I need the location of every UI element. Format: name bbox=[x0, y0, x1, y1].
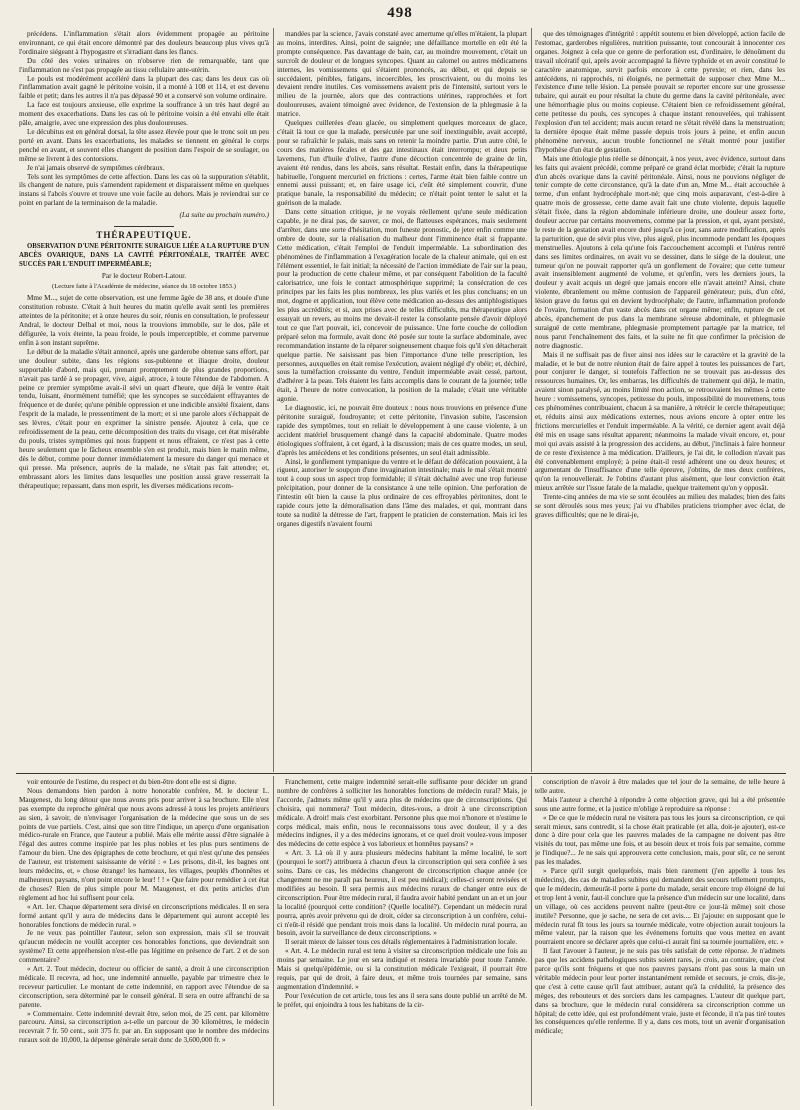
paragraph: Franchement, cette maigre indemnité serait-elle suffisante pour décider un grand nombre de confrères à solliciter les honorables fonctions de médecin rural? Mais, je l'accorde, j'admets même qu'il y aura plus de médecins que de circonscriptions. Qui choisira, qui nommera? Tout médecin, dites-vous, a droit à une circonscription médicale. A droit! mais c'est exorbitant. Personne plus que moi n'honore et n'estime le corps médical, mais enfin, nous le reconnaissons tous avec douleur, il y a des médecins indignes, il y a des médecins ignorans, et ce quel droit voulez-vous imposer des médecins de cette espèce à vos laborieux et honnêtes paysans? » bbox=[277, 778, 527, 849]
feuilleton-separator bbox=[16, 773, 786, 774]
column-divider bbox=[531, 28, 532, 772]
paragraph: » Commentaire. Cette indemnité devrait être, selon moi, de 25 cent. par kilomètre parcouru. Ainsi, sa circonscription a-t-elle un parcour de 30 kilomètres, le médecin recevrait 7 fr. 50 cent., soit 375 fr. par an. En supposant que le nombre des médecins ruraux soit de 10,000, la dépense générale serait donc de 3,600,000 fr. » bbox=[19, 1009, 269, 1045]
paragraph: Il serait mieux de laisser tous ces détails réglementaires à l'administration locale. bbox=[285, 938, 518, 947]
paragraph: Mais une étiologie plus réelle se dénonçait, à nos yeux, avec évidence, surtout dans les faits qui avaient précédé, comme préparé ce grand éclat morbide; c'était la rupture d'un abcès ovarique dans la cavité péritonéale. Ainsi, nous ne pouvions négliger de tenir compte de cette circonstance, qu'à la date d'un an, Mme M... était accouchée à terme, d'un enfant hydrocéphale mort-né; que cinq mois auparavant, c'est-à-dire à quatre mois de grossesse, cette dame avait fait une chute violente, depuis laquelle s'était fixée, dans la région abdominale inférieure droite, une douleur assez forte, douleur accrue par certains mouvemens, comme par la pression, et qui, ayant persisté, le reste de la gestation avait encore duré jusqu'à ce jour, sans autre modification, après la parturition, que de sévir plus vive, plus aiguë, plus incommode pendant les époques menstruelles. Ajoutons à cela qu'une fois l'accouchement accompli et l'utérus rentré dans ses limites ordinaires, on avait vu se dessiner, dans le siège de la douleur, une tumeur qu'on ne pouvait rapporter qu'à un gonflement de l'ovaire; que cette tumeur avait insensiblement augmenté de volume, et qu'enfin, vers les derniers jours, la douleur y avait acquis un degré que jamais encore elle n'avait atteint? Ainsi, chute violente, ébranlement ou même contusion de l'appareil générateur; puis, d'un côté, lésion grave du fœtus qui en devient hydrocéphale; de l'autre, inflammation profonde de l'ovaire, formation d'un vaste abcès dans cet organe même; enfin, rupture de cet abcès, épanchement de pus dans la membrane séreuse abdominale, et phlegmasie suraiguë de cette membrane, phlegmasie promptement partagée par la matrice, tel nous parut l'enchaînement des faits, et la suite ne fit que confirmer la précision de notre diagnostic. bbox=[535, 154, 785, 350]
article-text bbox=[19, 294, 269, 490]
column-divider bbox=[531, 776, 532, 1106]
feuilleton-text-1 bbox=[19, 778, 269, 1045]
col3-text bbox=[535, 30, 785, 520]
paragraph: Trente-cinq années de ma vie se sont écoulées au milieu des malades; bien des faits se sont déroulés sous mes yeux; j'ai vu d'habiles praticiens triompher avec éclat, de graves difficultés; que ne le dirai-je, bbox=[535, 493, 785, 519]
paragraph: Le début de la maladie s'était annoncé, après une garderobe obtenue sans effort, par une douleur subite, dans les régions sus-pubienne et iliaque droite, douleur supportable d'abord, mais qui, prenant promptement de plus grandes proportions, n'avait pas tardé à se propager, vive, aiguë, atroce, à toute l'étendue de l'abdomen. A peine ce premier symptôme avait-il sévi un quart d'heure, que déjà le ventre était tendu, luisant, énormément tuméfié; que les syncopes se succédaient effrayantes de fréquence et de durée; qu'une pénible oppression et une indicible anxiété fixaient, dans l'esprit de la malade, le pressentiment de la mort; et si une parole alors s'échappait de ses lèvres, c'était pour en exprimer la sinistre pensée. Ajoutez à cela, que ce refroidissement de la peau, cette décomposition des traits du visage, cet état misérable du pouls, tristes symptômes qui nous frappent et nous effraient, ce n'est pas à cette heure seulement que le fâcheux ensemble s'en est produit, mais bien le matin même, dès le début, comme pour donner immédiatement la mesure du danger qui menace et qui presse. Ma présence, auprès de la malade, ne s'était pas fait attendre; et, embrassant alors les limites dans lesquelles une position aussi grave resserrait la thérapeutique; repassant, dans mon esprit, les diverses médications recom- bbox=[19, 347, 269, 490]
paragraph: « Art. 3. Là où il y aura plusieurs médecins habitant la même localité, le sort (pourquoi le sort?) attribuera à chacun d'eux la circonscription qui sera confiée à ses soins. Dans ce cas, les médecins changeront de circonscription chaque année (ce changement ne me paraît pas heureux, il est peu médical); celles-ci seront revisées et modifiées au besoin. Il sera permis aux médecins ruraux de changer entre eux de circonscription. Pour être médecin rural, il faudra avoir habité pendant un an et un jour la localité (pourquoi cette condition? (Quelle localité?). Cependant un médecin rural pourra, après avoir prévenu qui de droit, céder sa circonscription à un confrère, celui-ci n'eût-il résidé que pendant trois mois dans la localité. Un médecin rural pourra, au besoin, avoir la surveillance de deux circonscriptions. » bbox=[277, 849, 527, 938]
paragraph: « Art. 2. Tout médecin, docteur ou officier de santé, a droit à une circonscription médicale. Il recevra, ad hoc, une indemnité annuelle, payable par trimestre chez le receveur particulier. Le montant de cette indemnité, en rapport avec l'étendue de sa circonscription, sera déterminé par le conseil général. Il sera en outre affranchi de sa patente. bbox=[19, 965, 269, 1009]
paragraph: mandées par la science, j'avais constaté avec amertume qu'elles m'étaient, la plupart au moins, interdites. Ainsi, point de saignée; une défaillance mortelle en eût été la prompte conséquence. Pas davantage de bain, car, au moindre mouvement, c'était un surcroît de douleur et de longues syncopes. Quant au calomel ou autres médicamens internes, les vomissemens qui s'étaient prononcés, au début, et qui depuis se succédaient, pénibles, fatigans, incoercibles, les proscrivaient, ou du moins les devaient rendre inutiles. Ces vomissemens avaient pris de l'intensité, surtout vers le milieu de la journée, alors que des contractions utérines, rapprochées et fort douloureuses, avaient témoigné avec évidence, de l'extension de la phlegmasie à la matrice. bbox=[277, 30, 527, 119]
column-divider bbox=[273, 776, 274, 1106]
paragraph: Nous demandons bien pardon à notre honorable confrère, M. le docteur L. Maugenest, du long détour que nous avons pris pour arriver à sa brochure. Elle n'est pas exempte du reproche général que nous avons adressé à tous les projets antérieurs au sien, à savoir, de n'envisager l'organisation de la médecine que sous un de ses points de vue partiels. C'est, ainsi que son titre l'indique, un aperçu d'une organisation médico-rurale en France, que l'auteur a publié. Mais elle mérite aussi d'être signalée à l'égal des autres comme inspirée par les plus nobles et les plus purs sentimens de l'amour du bien. Une des épigraphes de cette brochure, et qui n'est qu'une des pensées de l'auteur, est tristement saisissante de vérité : « Les prisons, dit-il, les bagnes ont leurs médecins, et, » chose étrange! les hameaux, les villages, peuplés d'honnêtes et malheureux paysans, n'ont point encore le leur! ! ! » Que faire pour remédier à cet état de choses? Rien de plus simple pour M. Maugenest, et dix petits articles d'un règlement ad hoc lui suffisent pour cela. bbox=[19, 786, 269, 902]
continued-notice: (La suite au prochain numéro.) bbox=[179, 211, 269, 220]
paragraph: que des témoignages d'intégrité : appétit soutenu et bien développé, action facile de l'estomac, garderobes régulières, nutrition puissante, tout concourait à innocenter ces organes. Joignez à cela que ce genre de perforation est, d'ordinaire, le dénoûment du travail ulcératif qui, après avoir accompagné la fièvre typhoïde et en avoir constitué le caractère anatomique, survit parfois encore à cette pyrexie; et rien, dans les antécédens, ni rapprochés, ni éloignés, ne permettait de supposer chez Mme M... l'existence d'une telle lésion. La pensée pouvait se reporter encore sur une grossesse tubaire, qui aurait eu pour résultat la chute du germe dans la cavité péritonéale, avec une hémorrhagie plus ou moins copieuse. C'étaient bien ce refroidissement général, cette petitesse du pouls, ces syncopes à chaque instant renouvelées, qui trahissent l'explosion d'un tel accident; mais aucun retard ne s'était révélé dans la menstruation; la dernière époque était même passée depuis trois jours à peine, et enfin aucun phénomène nerveux, aucun trouble fonctionnel ne s'était montré pour justifier l'hypothèse d'un état de gestation. bbox=[535, 30, 785, 154]
feuilleton-text-2 bbox=[277, 778, 527, 1010]
paragraph: Dans cette situation critique, je ne voyais réellement qu'une seule médication capable, je ne dirai pas, de sauver, ce moi, de flatteuses espérances, mais seulement d'arrêter, dans une sorte d'hésitation, mon funeste pronostic, de jeter enfin comme une ombre de doute, sur la réalisation du malheur dont l'imminence était si frappante. Cette médication, c'était l'emploi de l'enduit imperméable. La subordination des phénomènes de l'inflammation à l'exagération locale de la chaleur animale, qui en est l'élément essentiel, le fait initial; la nécessité de l'action immédiate de l'air sur la peau, pour la production de cette chaleur même, et par conséquent l'abolition de la faculté calorisatrice, une fois le contact atmosphérique supprimé; la consécration de ces principes par les faits les plus nombreux, les plus variés et les plus concluans; en un mot, dogme et application, tout élève cette médication au-dessus des antiphlogistiques les plus accrédités; et si, aux prises avec de telles difficultés, ma thérapeutique alors essuyait un revers, au moins me devait-il rester la consolante pensée d'avoir déployé tout ce que l'art pouvait, ici, concevoir de puissance. Une forte couche de collodion préparé selon ma formule, avait donc été posée sur toute la surface abdominale, avec recommandation instante de la réparer soigneusement chaque fois qu'il s'en détacherait quelque partie. Ne saisissant pas bien l'importance d'une telle prescription, les personnes, auxquelles en était remise l'exécution, avaient négligé d'y obéir; et, déchiré, sous la tuméfaction croissante du ventre, l'enduit imperméable avait cessé, partout, d'adhérer à la peau. Tels étaient les faits accomplis dans le courant de la journée; telle était, à l'heure de notre convocation, la position de la malade; c'était une véritable agonie. bbox=[277, 208, 527, 404]
feuilleton-column-2 bbox=[277, 778, 527, 1103]
article-title: OBSERVATION D'UNE PÉRITONITE SURAIGUE LIÉE A LA RUPTURE D'UN ABCÈS OVARIQUE, DANS LA CAVITÉ PÉRITONÉALE, TRAITÉE AVEC SUCCÈS PAR L'ENDUIT IMPERMÉABLE; bbox=[19, 242, 269, 268]
paragraph: » Parce qu'il surgit quelquefois, mais bien rarement (j'en appelle à tous les médecins), des cas de maladies subites qui demandent des secours tellement prompts, que le médecin, demeurât-il porte à porte du malade, serait encore trop éloigné de lui et trop lent à venir, faut-il conclure que la présence d'un médecin sur une localité, dans un village, où ces accidens peuvent naître (peut-être ce jour-là même) soit chose inutile? Personne, que je sache, ne sera de cet avis.... Et j'ajoute: en supposant que le médecin rural fît tous les jours sa tournée médicale, votre objection aurait toujours la même valeur, par la raison que les événemens fortuits que vous mettez en avant pourraient encore se déclarer après que celui-ci aurait fini sa tournée journalière, etc. » bbox=[535, 867, 785, 947]
paragraph: Tels sont les symptômes de cette affection. Dans les cas où la suppuration s'établit, ils changent de nature, puis s'amendent rapidement et disparaissent même en quelques instans si l'abcès s'ouvre et trouve une voie facile au dehors. Mais je reviendrai sur ce point en parlant de la terminaison de la maladie. bbox=[19, 172, 269, 208]
paragraph: Le diagnostic, ici, ne pouvait être douteux : nous nous trouvions en présence d'une péritonite suraiguë, foudroyante; et cette péritonite, l'invasion subite, l'ascension rapide des symptômes, tout en reliait le développement à une cause violente, à un accident matériel brusquement changé dans la capacité abdominale. Quatre modes étiologiques s'offraient, à cet égard, à la discussion; mais de ces quatre modes, un seul, d'après les antécédens et les conditions présentes, un seul était admissible. bbox=[277, 404, 527, 457]
page-number: 498 bbox=[387, 5, 413, 21]
feuilleton-column-1 bbox=[19, 778, 269, 1103]
paragraph: La face est toujours anxieuse, elle exprime la souffrance à un très haut degré au moment des exacerbations. Dans les cas où le péritoine voisin a été envahi elle était pâle, amaigrie, avec une expression des plus douloureuses. bbox=[19, 101, 269, 128]
paragraph: Je n'ai jamais observé de symptômes cérébraux. bbox=[27, 163, 165, 172]
paragraph: « Art. 4. Le médecin rural est tenu à visiter sa circonscription médicale une fois au moins par semaine. Le jour en sera indiqué et restera invariable pour toute l'année. Mais si quelqu'épidémie, ou si la constitution médicale l'exigeait, il pourrait être requis, par qui de droit, à faire deux, et même trois tournées par semaine, sans augmentation d'indemnité. » bbox=[277, 947, 527, 991]
paragraph: Le décubitus est en général dorsal, la tête assez élevée pour que le tronc soit un peu porté en avant. Dans les exacerbations, les malades se tiennent en général le corps penché en avant, et souvent elles changent de position dans l'espoir de se soulager, ou même se livrent à des contorsions. bbox=[19, 127, 269, 163]
feuilleton-text-3 bbox=[535, 778, 785, 1036]
paragraph: Pour l'exécution de cet article, tous les ans il sera sans doute publié un arrêté de M. le préfet, qui enjoindra à tous les habitans de la cir- bbox=[277, 991, 527, 1009]
paragraph: « Art. 1er. Chaque département sera divisé en circonscriptions médicales. Il en sera formé autant qu'il y aura de médecins dans le département qui auront accepté les honorables fonctions de médecin rural. » bbox=[19, 902, 269, 929]
paragraph: Quelques cuillerées d'eau glacée, ou simplement quelques morceaux de glace, c'était là tout ce que la malade, persécutée par une soif inextinguible, avait accepté, pour se rafraîchir le palais, mais sans en retenir la moindre partie. D'un autre côté, le cours des matières fécales et des gaz intestinaux était interrompu; et deux petits lavemens, l'un d'huile d'olive, l'autre d'une décoction concentrée de graine de lin, avaient été rendus, dans les abcès, sans résultat. Restait enfin, dans la thérapeutique habituelle, l'onguent mercuriel en frictions : certes, l'arme était bien faible contre un ennemi aussi puissant; et, en faire usage ici, c'eût été simplement couvrir, d'une pratique banale, la responsabilité du médecin; ce n'était point tenter le salut et la guérison de la malade. bbox=[277, 119, 527, 208]
col2-text bbox=[277, 30, 527, 529]
paragraph: Je ne veux pas pointiller l'auteur, selon son expression, mais s'il se trouvait qu'aucun médecin ne voulût accepter ces honorables fonctions, que deviendrait son système? Et cette appréhension n'est-elle pas légitime en présence de l'art. 2 et de son commentaire? bbox=[19, 929, 269, 965]
paragraph: Le pouls est modérément accéléré dans la plupart des cas; dans les deux cas où l'inflammation avait gagné le péritoine voisin, il a monté à 108 et 114, et est devenu faible et petit; dans les autres il n'a pas dépassé 90 et a conservé son volume ordinaire. bbox=[19, 74, 269, 101]
paragraph: Il faut l'avouer à l'auteur, je ne suis pas très satisfait de cette réponse. Je n'admets pas que les accidens pathologiques subits soient rares, je crois, au contraire, que c'est parce qu'ils sont fréquens et que nos pauvres paysans n'ont pas sous la main un véritable médecin pour leur porter instantanément remède et secours, je crois, dis-je, que c'est à cette cause qu'il faut attribuer, autant qu'à la crédulité, la présence des mèges, des rebouteurs et des sorciers dans les campagnes. L'auteur dit quelque part, dans sa brochure, que le médecin rural considérera sa circonscription comme un hôpital; de cette idée, qui est profondément vraie, juste et féconde, il n'a pas tiré toutes les conséquences qu'elle renferme. Il y a, dans ces mots, tout un avenir d'organisation médicale; bbox=[535, 947, 785, 1036]
section-heading: THÉRAPEUTIQUE. bbox=[96, 230, 192, 241]
column-2 bbox=[277, 30, 527, 770]
paragraph: précédens. L'inflammation s'était alors évidemment propagée au péritoine environnant, ce qui était encore démontré par des douleurs beaucoup plus vives qu'à l'ordinaire siégeant à l'hypogastre et s'irradiant dans les flancs. bbox=[19, 30, 269, 56]
paragraph: Ainsi, le gonflement tympanique du ventre et le défaut de défécation pouvaient, à la rigueur, autoriser le soupçon d'une invagination intestinale; mais le mal s'était montré tout à coup sous un aspect trop formidable; il s'était déchaîné avec une trop furieuse précipitation, pour donner de la consistance à une telle opinion. Une perforation de l'intestin eût bien la cause la plus ordinaire de ces effroyables péritonites, dont le rapide cours jette la démoralisation dans l'âme des malades, et qui, montrant dans toute sa nudité la détresse de l'art, frappent le praticien de consternation. Mais ici les organes digestifs n'avaient fourni bbox=[277, 457, 527, 528]
article-author: Par le docteur Robert-Latour. bbox=[101, 271, 187, 280]
paragraph: conscription de n'avoir à être malades que tel jour de la semaine, de telle heure à telle autre. bbox=[535, 778, 785, 795]
column-divider bbox=[273, 28, 274, 772]
column-1 bbox=[19, 30, 269, 770]
article-note: (Lecture faite à l'Académie de médecine, séance du 18 octobre 1853.) bbox=[52, 282, 236, 290]
paragraph: Mme M..., sujet de cette observation, est une femme âgée de 38 ans, et douée d'une constitution robuste. C'était à huit heures du matin qu'elle avait senti les premières atteintes de la péritonite; et à onze heures du soir, réunis en consultation, le professeur Andral, le docteur Delbal et moi, nous la trouvions immobile, sur le dos, pâle et défigurée, la voix éteinte, la peau froide, le pouls imperceptible, et comme parvenue enfin à son instant suprême. bbox=[19, 294, 269, 347]
paragraph: Du côté des voies urinaires on n'observe rien de remarquable, tant que l'inflammation ne s'est pas propagée au tissu cellulaire ante-utérin. bbox=[19, 56, 269, 74]
paragraph: Mais il ne suffisait pas de fixer ainsi nos idées sur le caractère et la gravité de la maladie, et le but de notre réunion était de faire appel à toutes les puissances de l'art, pour conjurer le danger, si toutefois l'affection ne se trouvait pas au-dessus des ressources humaines. Or, les embarras, les difficultés de traitement qui déjà, le matin, avaient sinon paralysé, au moins limité mon action, se retrouvaient les mêmes à cette heure : vomissemens, syncopes, petitesse du pouls, impossibilité de mouvemens, tous ces phénomènes contribuaient, chacun à sa manière, à rétrécir le cercle thérapeutique; et, réduits ainsi aux médications externes, nous avions encore à opter entre les frictions mercurielles et l'enduit imperméable. A la vérité, ce dernier agent avait déjà été mis en usage sans résultat apparent; néanmoins la malade vivait encore, et, pour moi qui avais assisté à la progression des accidens, au début, j'inclinais à faire honneur de ce reste d'existence à ma médication. D'ailleurs, je l'ai dit, le collodion n'avait pas été convenablement employé; à peine était-il resté adhérent une ou deux heures; et argumentant de l'insuffisance d'une telle épreuve, j'obtins, de mes deux confrères, qu'on la renouvellerait. Je l'obtins d'autant plus aisément, que leur conviction était mieux arrêtée sur l'issue fatale de la maladie, quelque traitement qu'on y opposât. bbox=[535, 350, 785, 493]
paragraph: « De ce que le médecin rural ne visitera pas tous les jours sa circonscription, ce qui serait mieux, sans contredit, si la chose était praticable (et alla, doit-je ajouter), est-ce donc à dire pour cela que les pauvres malades de la campagne ne doivent pas être visités du tout, pas même une fois, et au besoin deux et trois fois par semaine, comme je l'indique?... Je ne sais qui approuvera cette conclusion, mais, pour sûr, ce ne seront pas les malades. bbox=[535, 813, 785, 867]
paragraph: voir entourée de l'estime, du respect et du bien-être dont elle est si digne. bbox=[27, 778, 237, 786]
paragraph: Mais l'auteur a cherché à répondre à cette objection grave, qui lui a été présentée sous une autre forme, et la justice m'oblige à reproduire sa réponse : bbox=[535, 795, 785, 813]
col1-text bbox=[19, 30, 269, 208]
column-3 bbox=[535, 30, 785, 770]
feuilleton-column-3 bbox=[535, 778, 785, 1103]
section-rule bbox=[114, 226, 174, 227]
